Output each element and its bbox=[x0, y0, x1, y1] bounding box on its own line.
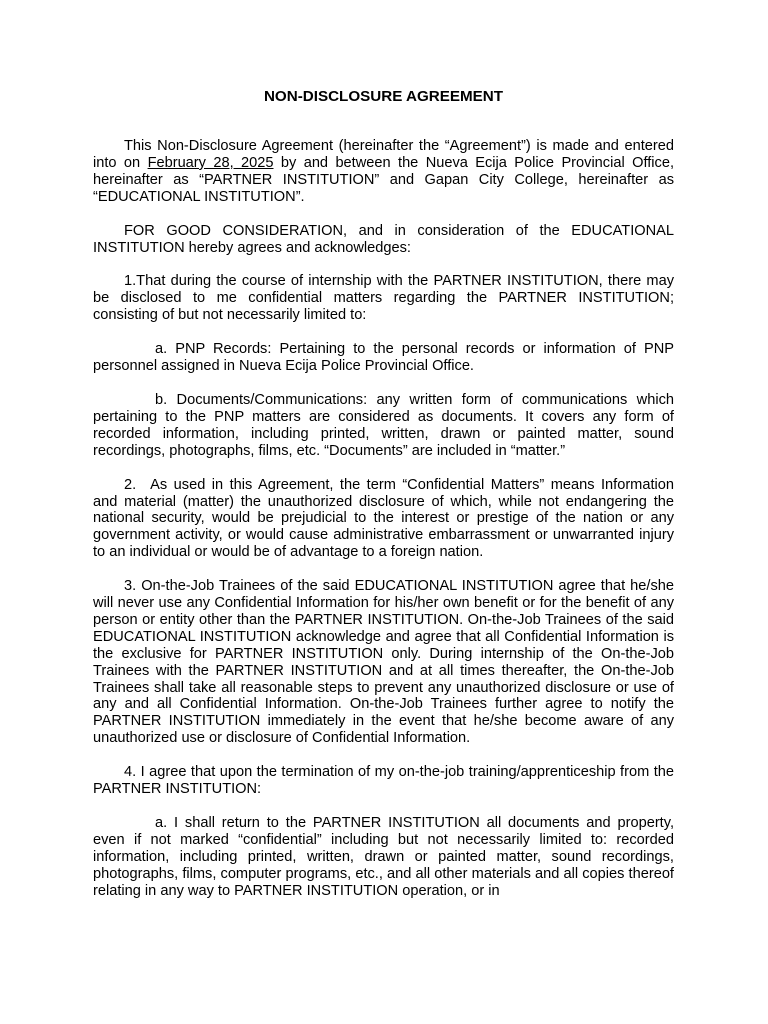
document-body bbox=[93, 88, 674, 917]
document-title: NON-DISCLOSURE AGREEMENT bbox=[263, 88, 504, 105]
clause-3: 3. On-the-Job Trainees of the said EDUCATIONAL INSTITUTION agree that he/she will never use any Confidential Information for his/her own benefit or for the benefit of any person or entity other than the PARTNER INSTITUTION. On-the-Job Trainees of the said EDUCATIONAL INSTITUTION acknowledge and agree that all Confidential Information is the exclusive for PARTNER INSTITUTION only. During internship of the On-the-Job Trainees with the PARTNER INSTITUTION and at all times thereafter, the On-the-Job Trainees shall take all reasonable steps to prevent any unauthorized disclosure or use of any and all Confidential Information. On-the-Job Trainees further agree to notify the PARTNER INSTITUTION immediately in the event that he/she become aware of any unauthorized use or disclosure of Confidential Information. bbox=[93, 578, 674, 747]
agreement-date: February 28, 2025 bbox=[147, 154, 274, 171]
clause-2-number: 2. bbox=[124, 476, 137, 493]
clause-2-text: As used in this Agreement, the term “Confidential Matters” means Information and material (matter) the unauthorized disclosure of which, while not endangering the national security, would be prejudicial to the interest or prestige of the nation or any government activity, or would cause administrative embarrassment or unwarranted injury to an individual or would be of advantage to a foreign nation. bbox=[93, 476, 674, 561]
clause-1 bbox=[93, 273, 674, 324]
clause-1-number: 1. bbox=[124, 273, 137, 290]
consideration-paragraph: FOR GOOD CONSIDERATION, and in consideration of the EDUCATIONAL INSTITUTION hereby agrees and acknowledges: bbox=[93, 222, 674, 256]
clause-1-text: That during the course of internship with the PARTNER INSTITUTION, there may be disclosed to me confidential matters regarding the PARTNER INSTITUTION; consisting of but not necessarily limited to: bbox=[93, 273, 674, 324]
clause-1b: b. Documents/Communications: any written form of communications which pertaining to the PNP matters are considered as documents. It covers any form of recorded information, including printed, written, drawn or painted matter, sound recordings, photographs, films, etc. “Documents” are included in “matter.” bbox=[93, 391, 674, 459]
intro-text-end: by and between the Nueva Ecija Police Provincial Office, hereinafter as “PARTNER INSTITUTION” and Gapan City College, hereinafter as “EDUCATIONAL INSTITUTION”. bbox=[93, 154, 675, 205]
clause-2 bbox=[93, 477, 674, 562]
intro-paragraph bbox=[93, 138, 674, 206]
clause-1a: a. PNP Records: Pertaining to the personal records or information of PNP personnel assigned in Nueva Ecija Police Provincial Office. bbox=[93, 341, 674, 375]
clause-4: 4. I agree that upon the termination of my on-the-job training/apprenticeship from the PARTNER INSTITUTION: bbox=[93, 764, 674, 798]
clause-4a: a. I shall return to the PARTNER INSTITUTION all documents and property, even if not marked “confidential” including but not necessarily limited to: recorded information, including printed, written, drawn or painted matter, sound recordings, photographs, films, computer programs, etc., and all other materials and all copies thereof relating in any way to PARTNER INSTITUTION operation, or in bbox=[93, 815, 674, 899]
intro-text-start: This Non-Disclosure Agreement (hereinafter the “Agreement”) is made and entered into on bbox=[93, 138, 674, 171]
